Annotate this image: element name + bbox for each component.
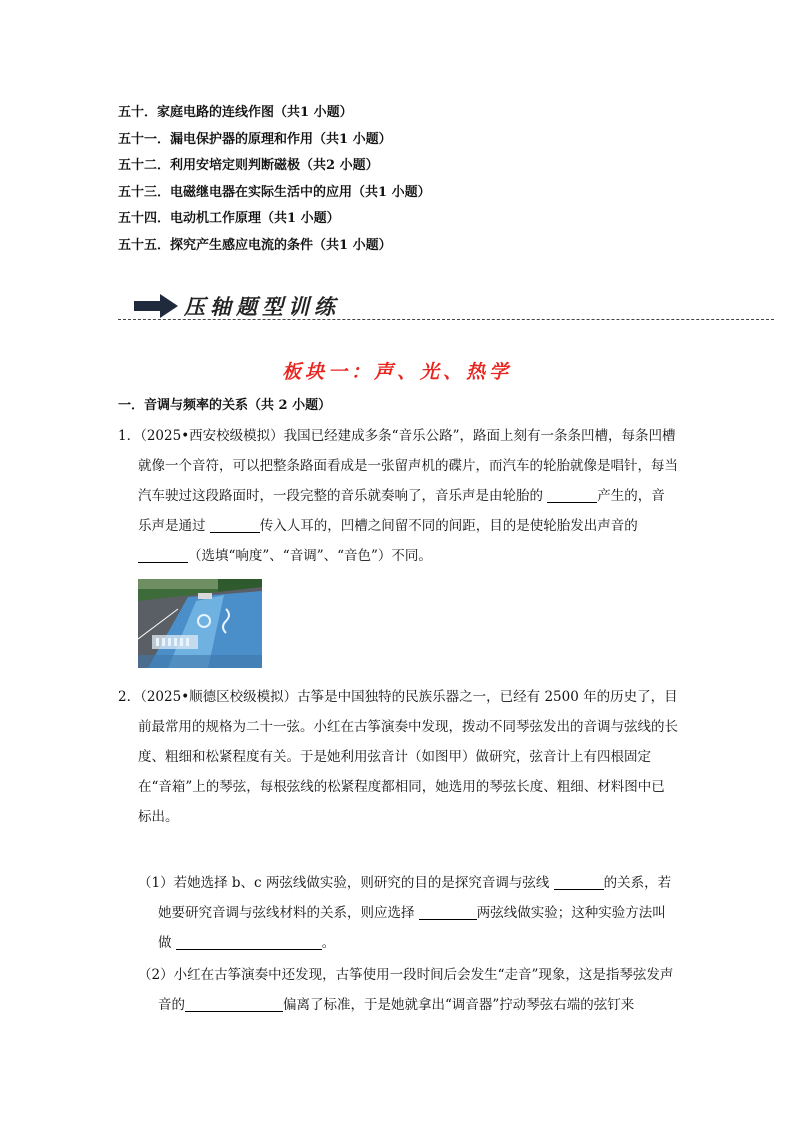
question-text: 。 [321,935,336,951]
question-text: 的关系，若她要研究音调与弦线材料的关系，则应选择 [158,875,672,921]
question-source: （2025•西安校级模拟） [140,428,284,444]
banner-divider [118,319,774,320]
question-2 [118,682,678,832]
toc-count: 1 [300,105,310,120]
toc-count: 1 [339,237,349,253]
toc-num: 五十二． [118,158,171,173]
toc-unit: 小题） [387,184,431,200]
toc-num: 五十一． [118,131,171,147]
music-road-image [138,579,262,668]
answer-blank[interactable] [554,875,604,890]
question-text: 我国已经建成多条“音乐公路”，路面上刻有一条条凹槽，每条凹槽就像一个音符，可以把整条路面看成是一张留声机的碟片，而汽车的轮胎就像是唱针，每当汽车驶过这段路面时，一段完整的音乐就奏响了，音乐声是由轮胎的 [138,428,678,504]
question-text: 传入人耳的，凹槽之间留不同的间距，目的是使轮胎发出声音的 [259,518,638,534]
toc-item [118,153,431,180]
toc-item [118,180,431,207]
toc-num: 五十四． [118,211,171,226]
toc-text: 电磁继电器在实际生活中的应用（共 [170,184,379,200]
question-1 [118,421,678,571]
question-text: 偏离了标准，于是她就拿出“调音器”拧动琴弦右端的弦钉来 [283,997,635,1013]
sub-question-1 [138,868,678,958]
answer-blank[interactable] [210,518,260,533]
toc-item [118,206,431,233]
arrow-icon [132,293,180,319]
toc-unit: 小题） [296,211,340,226]
question-text: 产生的，音乐声是通过 [138,488,665,534]
question-text: （选填“响度”、“音调”、“音色”）不同。 [188,548,432,564]
answer-blank[interactable] [185,997,283,1012]
question-number: 2． [118,689,141,705]
subsection-heading: 一．音调与频率的关系（共 2 小题） [118,398,332,413]
toc-count: 1 [378,184,388,200]
toc-num: 五十三． [118,184,171,200]
toc-count: 1 [287,211,297,226]
toc-item [118,127,431,154]
toc-item [118,100,431,127]
sub-question-2 [138,960,678,1020]
toc-list [118,100,431,259]
question-text: 古筝是中国独特的民族乐器之一，已经有 2500 年的历史了，目前最常用的规格为二十一弦。小红在古筝演奏中发现，拨动不同琴弦发出的音调与弦线的长度、粗细和松紧程度有关。于是她利用弦音计（如图甲）做研究，弦音计上有四根固定在“音箱”上的琴弦，每根弦线的松紧程度都相同，她选用的琴弦长度、粗细、材料图中已标出。 [138,689,678,825]
question-text: 两弦线做实验；这种实验方法叫做 [158,905,666,951]
toc-count: 1 [339,131,349,147]
section-title: 板块一：声、光、热学 [281,361,512,383]
toc-unit: 小题） [348,237,392,253]
toc-unit: 小题） [348,131,392,147]
question-number: 1． [118,428,141,444]
answer-blank[interactable] [547,488,597,503]
toc-text: 利用安培定则判断磁极（共 [170,158,327,173]
toc-num: 五十五． [118,237,171,253]
question-text: （1）若她选择 b、c 两弦线做实验，则研究的目的是探究音调与弦线 [138,875,554,891]
toc-unit: 小题） [335,158,379,173]
toc-unit: 小题） [309,105,353,120]
toc-text: 漏电保护器的原理和作用（共 [170,131,340,147]
toc-count: 2 [326,158,336,173]
toc-text: 探究产生感应电流的条件（共 [170,237,340,253]
toc-text: 家庭电路的连线作图（共 [157,105,301,120]
question-text: （2）小红在古筝演奏中还发现，古筝使用一段时间后会发生“走音”现象，这是指琴弦发声音的 [138,967,674,1013]
question-source: （2025•顺德区校级模拟） [140,689,298,705]
answer-blank[interactable] [176,935,322,950]
answer-blank[interactable] [138,548,188,563]
toc-text: 电动机工作原理（共 [170,211,288,226]
answer-blank[interactable] [419,905,477,920]
toc-item [118,233,431,260]
toc-num: 五十． [118,105,158,120]
training-banner [118,289,774,323]
banner-title: 压轴题型训练 [184,295,340,319]
